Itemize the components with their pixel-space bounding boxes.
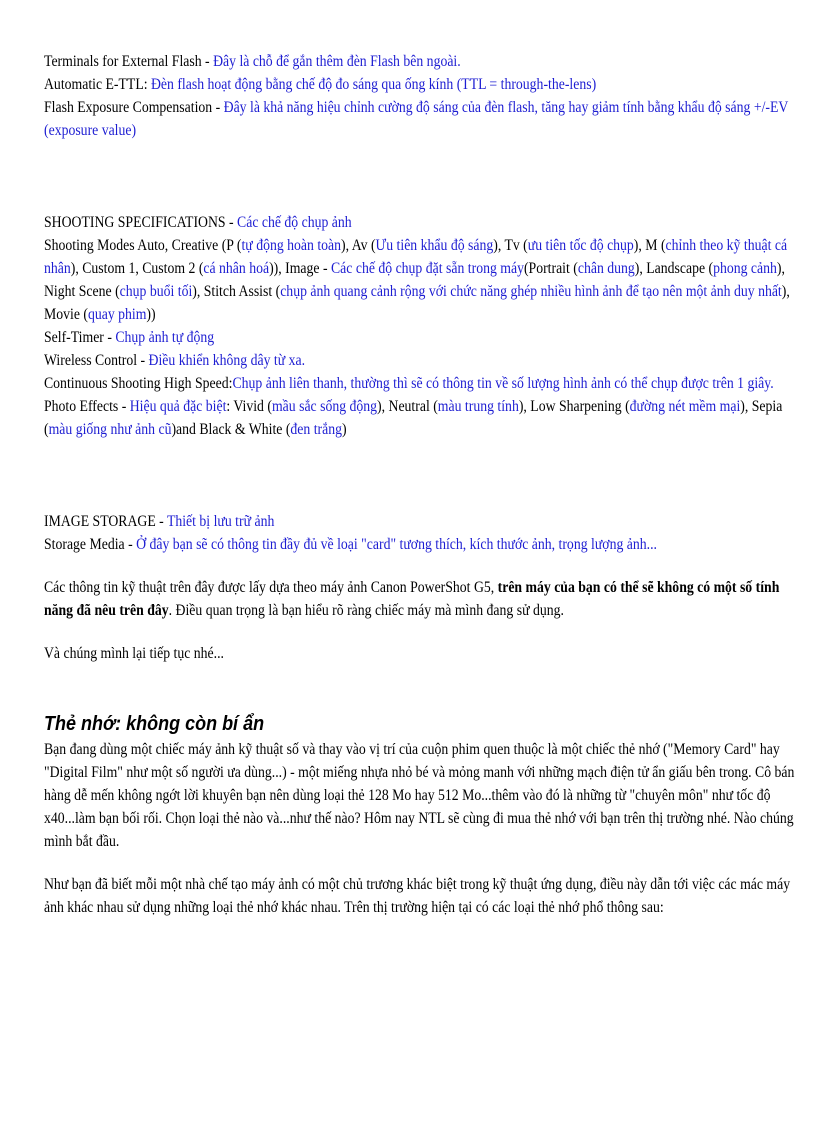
mode-text: ), Av (	[341, 237, 376, 254]
continue-paragraph: Và chúng mình lại tiếp tục nhé...	[44, 645, 224, 662]
mode-text: ), Custom 1, Custom 2 (	[70, 260, 204, 277]
term-label: Continuous Shooting High Speed:	[44, 375, 233, 392]
storage-media-line	[44, 533, 796, 556]
effect-desc: màu giống như ảnh cũ	[48, 421, 172, 438]
effect-desc: màu trung tính	[437, 398, 519, 415]
term-desc: Điều khiển không dây từ xa.	[148, 352, 306, 369]
mode-desc: chụp buổi tối	[119, 283, 193, 300]
effect-desc: Hiệu quả đặc biệt	[129, 398, 227, 415]
spacer	[44, 556, 796, 576]
mode-text: ), Tv (	[493, 237, 528, 254]
effect-text: Photo Effects -	[44, 398, 130, 415]
mode-desc: chụp ảnh quang cảnh rộng với chức năng ghép nhiều hình ảnh để tạo nên một ảnh duy nhất	[280, 283, 782, 300]
term-label: Automatic E-TTL:	[44, 76, 151, 93]
note-text: . Điều quan trọng là bạn hiểu rõ ràng chiếc máy mà mình đang sử dụng.	[168, 602, 564, 619]
section-heading: Thẻ nhớ: không còn bí ẩn	[44, 713, 265, 735]
storage-title-line	[44, 510, 796, 533]
note-bold: trên máy của bạn có thể sẽ không có một số tính năng đã nêu trên đây	[44, 579, 780, 619]
term-label: Wireless Control -	[44, 352, 149, 369]
mode-text: ))	[146, 306, 156, 323]
effect-text: ), Low Sharpening (	[518, 398, 630, 415]
mode-desc: tự động hoàn toàn	[241, 237, 342, 254]
mode-desc: Các chế độ chụp đặt sẵn trong máy	[330, 260, 524, 277]
term-desc: Chụp ảnh tự động	[115, 329, 215, 346]
mode-desc: phong cảnh	[713, 260, 777, 277]
mode-text: ), Night Scene (	[44, 260, 785, 300]
effect-text: ), Sepia (	[44, 398, 783, 438]
intro-paragraph: Bạn đang dùng một chiếc máy ảnh kỹ thuật số và thay vào vị trí của cuộn phim quen thuộc là một chiếc thẻ nhớ ("Memory Card" hay "Digital Film" như một số người ưa dùng...) - một miếng nhựa nhỏ bé và mỏng manh với những mạch điện tử ẩn giấu bên trong. Cô bán hàng dễ mến không ngớt lời khuyên bạn nên dùng loại thẻ 128 Mo hay 512 Mo...thêm vào đó là những từ "chuyên môn" như tốc độ x40...làm bạn bối rối. Chọn loại thẻ nào và...như thế nào? Hôm nay NTL sẽ cùng đi mua thẻ nhớ với bạn trên thị trường nhé. Nào chúng mình bắt đầu.	[44, 741, 795, 850]
continuous-line	[44, 372, 796, 395]
mode-text: )), Image -	[269, 260, 331, 277]
mode-text: ), Landscape (	[634, 260, 714, 277]
note-text: Các thông tin kỹ thuật trên đây được lấy dựa theo máy ảnh Canon PowerShot G5,	[44, 579, 498, 596]
effect-text: ), Neutral (	[377, 398, 438, 415]
effect-text: : Vivid (	[226, 398, 272, 415]
spacer	[44, 142, 796, 211]
mode-desc: chỉnh theo kỹ thuật cá nhân	[44, 237, 788, 277]
spacer	[44, 665, 796, 710]
flash-ettl-line	[44, 73, 796, 96]
effect-text: )and Black & White (	[171, 421, 291, 438]
spacer	[44, 622, 796, 642]
note-paragraph	[44, 576, 796, 622]
mode-text: ), Stitch Assist (	[192, 283, 281, 300]
self-timer-line	[44, 326, 796, 349]
mode-text: ), M (	[633, 237, 666, 254]
mode-text: Shooting Modes Auto, Creative (P (	[44, 237, 242, 254]
term-desc: Đây là khả năng hiệu chỉnh cường độ sáng của đèn flash, tăng hay giảm tính bằng khẩu độ sáng +/-EV (exposure value)	[44, 99, 789, 139]
shooting-title-line	[44, 211, 796, 234]
mode-desc: ưu tiên tốc độ chụp	[527, 237, 634, 254]
section-label: IMAGE STORAGE -	[44, 513, 167, 530]
term-desc: Ở đây bạn sẽ có thông tin đầy đủ về loại "card" tương thích, kích thước ảnh, trọng lượng ảnh...	[136, 536, 657, 553]
section-label: SHOOTING SPECIFICATIONS -	[44, 214, 238, 231]
term-desc: Đèn flash hoạt động bằng chế độ đo sáng qua ống kính (TTL = through-the-lens)	[150, 76, 597, 93]
term-desc: Chụp ảnh liên thanh, thường thì sẽ có thông tin về số lượng hình ảnh có thể chụp được trên 1 giây.	[232, 375, 774, 392]
mode-desc: cá nhân hoá	[203, 260, 270, 277]
term-desc: Đây là chỗ để gắn thêm đèn Flash bên ngoài.	[213, 53, 461, 70]
section-desc: Thiết bị lưu trữ ảnh	[166, 513, 275, 530]
effect-desc: đen trắng	[290, 421, 343, 438]
mode-desc: chân dung	[577, 260, 635, 277]
effect-desc: đường nét mềm mại	[629, 398, 741, 415]
section-desc: Các chế độ chụp ảnh	[237, 214, 352, 231]
wireless-line	[44, 349, 796, 372]
memory-card-paragraph: Như bạn đã biết mỗi một nhà chế tạo máy ảnh có một chủ trương khác biệt trong kỹ thuật ứng dụng, điều này dẫn tới việc các mác máy ảnh khác nhau sử dụng những loại thẻ nhớ khác nhau. Trên thị trường hiện tại có các loại thẻ nhớ phổ thông sau:	[44, 876, 791, 916]
photo-effects-line	[44, 395, 796, 441]
spacer	[44, 441, 796, 510]
mode-text: ), Movie (	[44, 283, 790, 323]
shooting-modes-line	[44, 234, 796, 326]
mode-text: (Portrait (	[523, 260, 578, 277]
mode-desc: Ưu tiên khẩu độ sáng	[375, 237, 494, 254]
effect-text: )	[342, 421, 347, 438]
term-label: Storage Media -	[44, 536, 137, 553]
term-label: Terminals for External Flash -	[44, 53, 214, 70]
term-label: Self-Timer -	[44, 329, 116, 346]
flash-terminals-line	[44, 50, 796, 73]
mode-desc: quay phim	[87, 306, 147, 323]
spacer	[44, 853, 796, 873]
term-label: Flash Exposure Compensation -	[44, 99, 224, 116]
document-page	[44, 50, 796, 919]
effect-desc: mầu sắc sống động	[271, 398, 378, 415]
flash-compensation-line	[44, 96, 796, 142]
